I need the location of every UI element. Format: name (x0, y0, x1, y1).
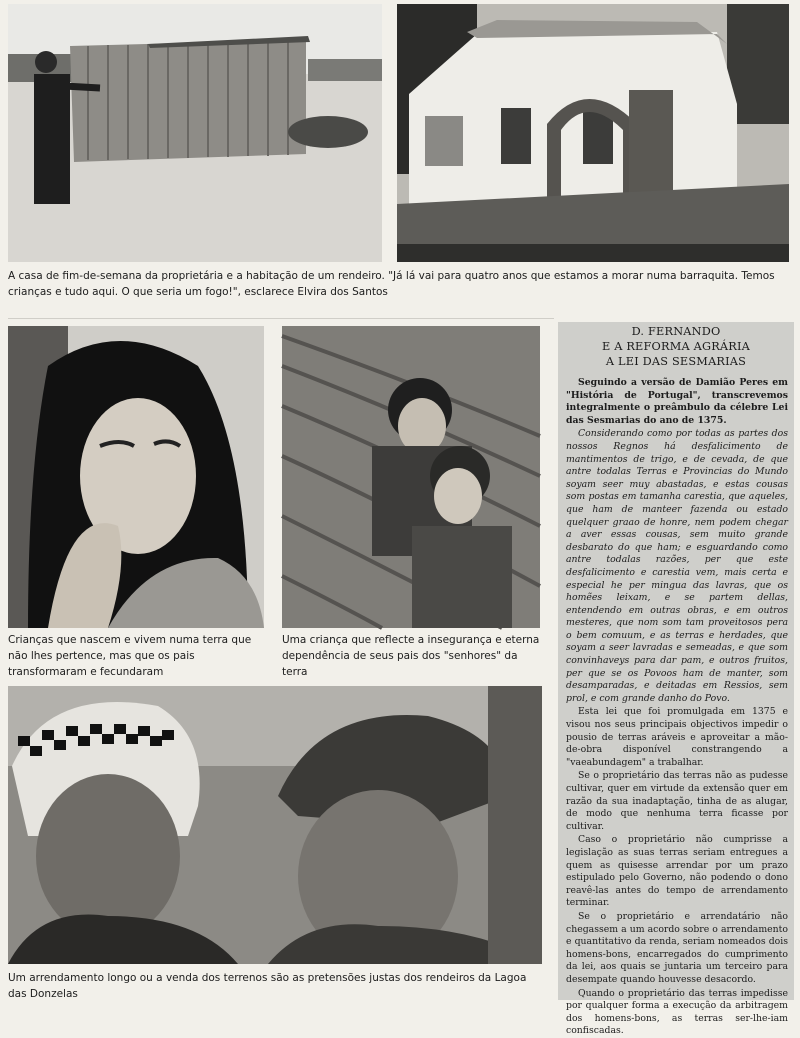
sidebar-paragraph-1: Esta lei que foi promulgada em 1375 e visou nos seus principais objectivos impedir o pousio de terras aráveis e aproveitar a mão-de-obra disponível constrangendo a "vaeabundagem" a trabalhar. (566, 706, 788, 768)
divider (8, 318, 554, 319)
sidebar-body (558, 369, 794, 1038)
caption-children: Uma criança que reflecte a insegurança e eterna dependência de seus pais dos "senhores" da terra (282, 634, 540, 678)
sidebar-title-line-1: D. FERNANDO (631, 325, 721, 338)
sidebar-article (558, 322, 794, 1037)
caption-top: A casa de fim-de-semana da proprietária e a habitação de um rendeiro. "Já lá vai para quatro anos que estamos a morar numa barraquita. Temos crianças e tudo aqui. O que seria um fogo!", esclarece Elvira dos Santos (8, 270, 775, 298)
sidebar-paragraph-2: Se o proprietário das terras não as pudesse cultivar, quer em virtude da extensão quer em razão da sua inadaptação, tinha de as alugar, de modo que nenhuma terra ficasse por cultivar. (566, 770, 788, 832)
photo-girl (8, 326, 264, 628)
sidebar-quote: Considerando como por todas as partes dos nossos Regnos há desfalicimento de mantimentos de trigo, e de cevada, de que antre todalas Terras e Provincias do Mundo soyam seer muy abastadas, e estas cousas som postas em tamanha carestia, que aqueles, que ham de manteer fazenda ou estado quelquer graao de honre, nem podem chegar a aver essas cousas, sem muito grande desbarato do que ham; e esguardando como antre todalas razões, per que este desfalicimento e carestia vem, mais certa e especial he per mingua das lavras, que os homẽes leixam, e se partem dellas, entendendo em outras obras, e em outros mesteres, que nom som tam proveitosos pera o bem comuum, e as terras e herdades, que soyam a seer lavradas e semeadas, e que som convinhaveys para dar pam, e outros fruitos, per que se os Povoos ham de manter, som desamparadas, e deitadas em Ressios, sem prol, e com grande danho do Povo. (566, 428, 788, 704)
photo-owner-house (397, 4, 789, 262)
sidebar-paragraph-4: Se o proprietário e arrendatário não chegassem a um acordo sobre o arrendamento e quantitativo da renda, seriam nomeados dois homens-bons, encarregados do cumprimento da lei, aos quais se juntaria um terceiro para desempate quando houvesse desacordo. (566, 910, 788, 985)
photo-tenant-shack (8, 4, 382, 262)
caption-girl: Crianças que nascem e vivem numa terra que não lhes pertence, mas que os pais transformaram e fecundaram (8, 634, 252, 678)
sidebar-paragraph-5: Quando o proprietário das terras impedisse por qualquer forma a execução da arbitragem dos homens-bons, as terras ser-lhe-iam confiscadas. (566, 987, 788, 1037)
photo-tenant-farmers (8, 686, 542, 964)
sidebar-title (558, 324, 794, 369)
sidebar-intro: Seguindo a versão de Damião Peres em "História de Portugal", transcrevemos integralmente o preâmbulo da célebre Lei das Sesmarias do ano de 1375. (566, 377, 788, 426)
sidebar-paragraph-3: Caso o proprietário não cumprisse a legislação as suas terras seriam entregues a quem as quisesse arrendar por um prazo estipulado pelo Governo, não podendo o dono reavê-las antes do tempo de arrendamento terminar. (566, 834, 788, 909)
caption-men: Um arrendamento longo ou a venda dos terrenos são as pretensões justas dos rendeiros da Lagoa das Donzelas (8, 972, 527, 1000)
sidebar-title-line-3: A LEI DAS SESMARIAS (605, 355, 747, 368)
photo-children (282, 326, 540, 628)
sidebar-title-line-2: E A REFORMA AGRÁRIA (601, 340, 751, 353)
